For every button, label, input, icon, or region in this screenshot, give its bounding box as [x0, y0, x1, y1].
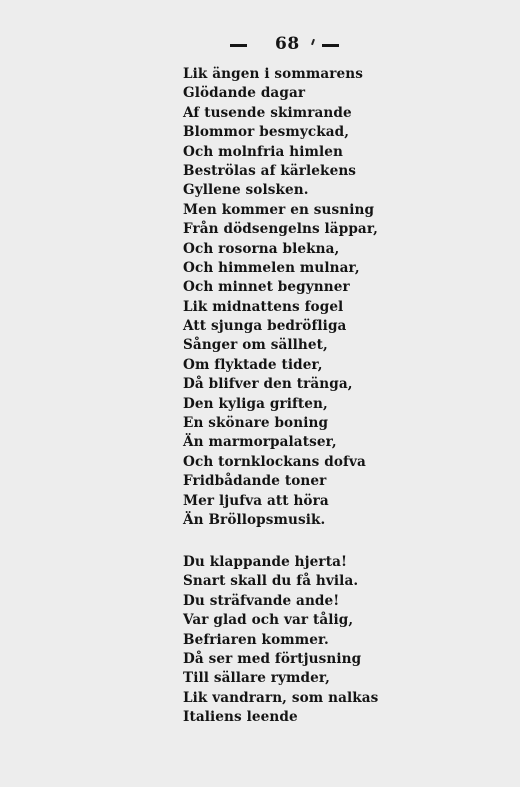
verse-line: Du sträfvande ande!	[183, 592, 340, 609]
verse-line: Af tusende skimrande	[183, 104, 352, 121]
verse-line: Gyllene solsken.	[183, 182, 309, 199]
verse-line: Från dödsengelns läppar,	[183, 221, 378, 238]
verse-line: Den kyliga griften,	[183, 395, 328, 412]
verse-line: Än marmorpalatser,	[183, 434, 337, 451]
verse-line: Och molnfria himlen	[183, 143, 343, 160]
verse-line: Och tornklockans dofva	[183, 453, 366, 470]
verse-line: Och rosorna blekna,	[183, 240, 340, 257]
verse-line: Lik midnattens fogel	[183, 298, 344, 315]
verse-line: Fridbådande toner	[183, 473, 327, 490]
verse-line: Till sällare rymder,	[183, 670, 330, 687]
verse-line: Du klappande hjerta!	[183, 554, 348, 570]
verse-line: Beströlas af kärlekens	[183, 162, 357, 179]
verse-line: Än Bröllopsmusik.	[183, 511, 326, 528]
verse-line: Att sjunga bedröfliga	[183, 318, 347, 335]
verse-line: Sånger om sällhet,	[183, 337, 328, 354]
verse-line: En skönare boning	[183, 415, 329, 432]
stanza-1	[183, 65, 378, 530]
stanza-2	[183, 553, 378, 728]
page-header	[0, 33, 520, 55]
verse-line: Var glad och var tålig,	[183, 612, 354, 629]
verse-line: Befriaren kommer.	[183, 631, 329, 648]
verse-line: Italiens leende	[183, 709, 298, 726]
verse-line: Snart skall du få hvila.	[183, 573, 359, 590]
print-mark	[311, 39, 315, 45]
verse-line: Glödande dagar	[183, 85, 306, 102]
header-rule-right	[322, 44, 339, 47]
verse-line: Och himmelen mulnar,	[183, 259, 360, 276]
verse-line: Lik ängen i sommarens	[183, 66, 363, 82]
verse-line: Lik vandrarn, som nalkas	[183, 689, 379, 706]
verse-line: Då ser med förtjusning	[183, 650, 362, 667]
verse-line: Blommor besmyckad,	[183, 124, 350, 141]
verse-line: Och minnet begynner	[183, 279, 350, 296]
verse-line: Om flyktade tider,	[183, 356, 323, 373]
verse-line: Då blifver den tränga,	[183, 376, 353, 393]
page-number: 68	[275, 34, 300, 54]
verse-line: Men kommer en susning	[183, 201, 375, 218]
verse-line: Mer ljufva att höra	[183, 492, 329, 509]
header-rule-left	[230, 44, 247, 47]
